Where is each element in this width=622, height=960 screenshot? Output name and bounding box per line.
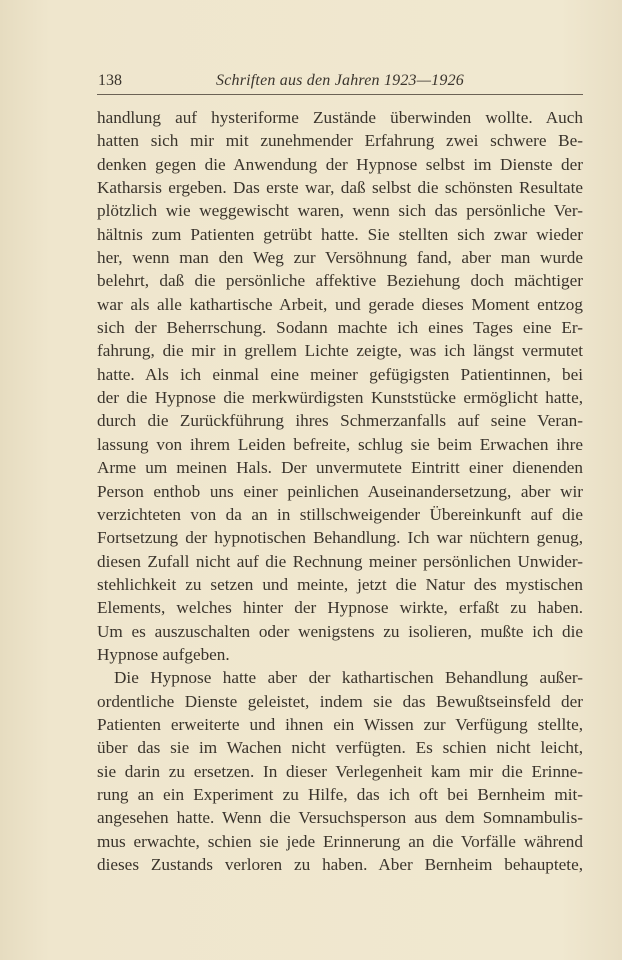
text-line: Die Hypnose hatte aber der kathartischen Behandlung außer- [114, 668, 583, 688]
text-line: plötzlich wie weggewischt waren, wenn sich das persönliche Ver- [97, 201, 583, 221]
text-line: über das sie im Wachen nicht verfügten. Es schien nicht leicht, [97, 738, 583, 758]
page-number: 138 [98, 72, 122, 89]
text-line: hältnis zum Patienten getrübt hatte. Sie stellten sich zwar wieder [97, 224, 583, 244]
text-line: ordentliche Dienste geleistet, indem sie das Bewußtseinsfeld der [97, 691, 583, 711]
text-line: handlung auf hysteriforme Zustände überwinden wollte. Auch [97, 108, 583, 127]
text-line: Person enthob uns einer peinlichen Auseinandersetzung, aber wir [97, 481, 583, 501]
body-text [97, 106, 583, 876]
text-line: sie darin zu ersetzen. In dieser Verlegenheit kam mir die Erinne- [97, 761, 583, 781]
text-line: rung an ein Experiment zu Hilfe, das ich oft bei Bernheim mit- [97, 784, 583, 804]
text-line: war als alle kathartische Arbeit, und gerade dieses Moment entzog [97, 294, 583, 314]
text-line: hatte. Als ich einmal eine meiner gefügigsten Patientinnen, bei [97, 364, 583, 384]
text-line: Um es auszuschalten oder wenigstens zu isolieren, mußte ich die [97, 621, 583, 641]
text-line: dieses Zustands verloren zu haben. Aber Bernheim behauptete, [97, 855, 583, 874]
text-line: verzichteten von da an in stillschweigender Übereinkunft auf die [97, 504, 583, 524]
text-line: diesen Zufall nicht auf die Rechnung meiner persönlichen Unwider- [97, 551, 583, 571]
running-title: Schriften aus den Jahren 1923—1926 [216, 72, 464, 89]
text-line: lassung von ihrem Leiden befreite, schlug sie beim Erwachen ihre [97, 434, 583, 454]
running-header [97, 72, 583, 95]
text-line: Patienten erweiterte und ihnen ein Wissen zur Verfügung stellte, [97, 714, 583, 734]
text-line: hatten sich mir mit zunehmender Erfahrung zwei schwere Be- [97, 131, 583, 151]
text-line: Elements, welches hinter der Hypnose wirkte, erfaßt zu haben. [97, 598, 583, 618]
text-line: stehlichkeit zu setzen und meinte, jetzt die Natur des mystischen [97, 574, 583, 594]
text-line: der die Hypnose die merkwürdigsten Kunststücke ermöglicht hatte, [97, 388, 583, 408]
text-line: belehrt, daß die persönliche affektive Beziehung doch mächtiger [97, 271, 583, 291]
text-line: Katharsis ergeben. Das erste war, daß selbst die schönsten Resultate [97, 178, 583, 198]
text-line: denken gegen die Anwendung der Hypnose selbst im Dienste der [97, 154, 583, 174]
text-line: durch die Zurückführung ihres Schmerzanfalls auf seine Veran- [97, 411, 583, 431]
text-line: sich der Beherrschung. Sodann machte ich eines Tages eine Er- [97, 318, 583, 338]
text-line: her, wenn man den Weg zur Versöhnung fand, aber man wurde [97, 248, 583, 268]
text-line: angesehen hatte. Wenn die Versuchsperson aus dem Somnambulis- [97, 808, 583, 828]
text-line: Hypnose aufgeben. [97, 644, 230, 664]
text-line: Fortsetzung der hypnotischen Behandlung. Ich war nüchtern genug, [97, 528, 583, 548]
text-line: fahrung, die mir in grellem Lichte zeigte, was ich längst vermutet [97, 341, 583, 361]
text-line: mus erwachte, schien sie jede Erinnerung an die Vorfälle während [97, 831, 583, 851]
text-line: Arme um meinen Hals. Der unvermutete Eintritt einer dienenden [97, 458, 583, 478]
